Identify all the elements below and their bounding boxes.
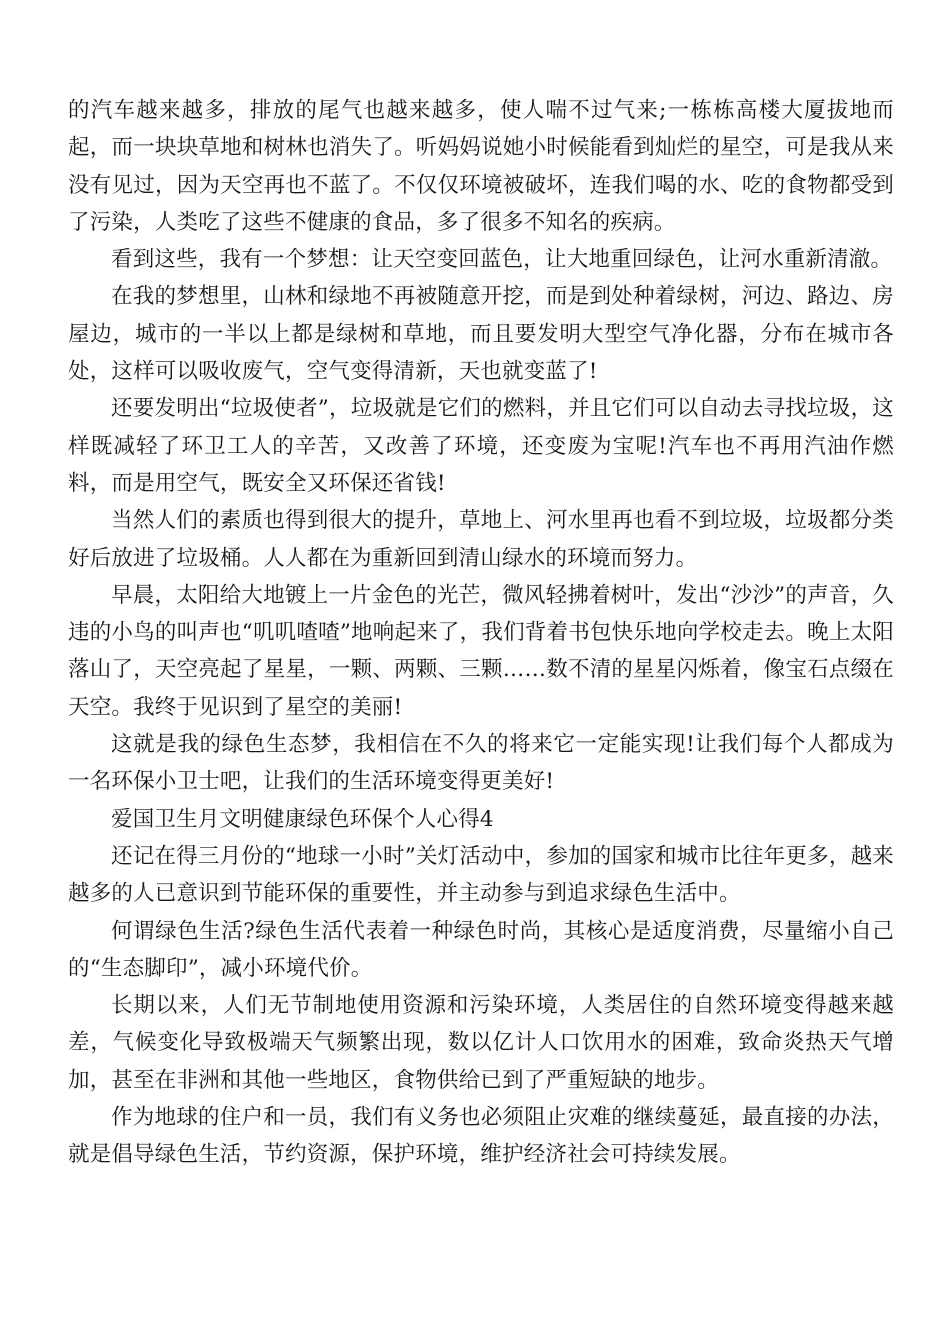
paragraph: 看到这些，我有一个梦想：让天空变回蓝色，让大地重回绿色，让河水重新清澈。 bbox=[111, 247, 893, 273]
paragraph: 作为地球的住户和一员，我们有义务也必须阻止灾难的继续蔓延，最直接的办法，就是倡导绿色生活，节约资源，保护环境，维护经济社会可持续发展。 bbox=[68, 1105, 894, 1168]
paragraph: 还要发明出“垃圾使者”，垃圾就是它们的燃料，并且它们可以自动去寻找垃圾，这样既减轻了环卫工人的辛苦，又改善了环境，还变废为宝呢!汽车也不再用汽油作燃料，而是用空气，既安全又环保还省钱! bbox=[68, 396, 894, 496]
paragraph: 当然人们的素质也得到很大的提升，草地上、河水里再也看不到垃圾，垃圾都分类好后放进了垃圾桶。人人都在为重新回到清山绿水的环境而努力。 bbox=[68, 508, 894, 571]
paragraph: 还记在得三月份的“地球一小时”关灯活动中，参加的国家和城市比往年更多，越来越多的人已意识到节能环保的重要性，并主动参与到追求绿色生活中。 bbox=[68, 843, 894, 907]
paragraph: 早晨，太阳给大地镀上一片金色的光芒，微风轻拂着树叶，发出“沙沙”的声音，久违的小鸟的叫声也“叽叽喳喳”地响起来了，我们背着书包快乐地向学校走去。晚上太阳落山了，天空亮起了星星，一颗、两颗、三颗……数不清的星星闪烁着，像宝石点缀在天空。我终于见识到了星空的美丽! bbox=[68, 582, 894, 720]
paragraph: 何谓绿色生活?绿色生活代表着一种绿色时尚，其核心是适度消费，尽量缩小自己的“生态脚印”，减小环境代价。 bbox=[68, 918, 894, 981]
paragraph-continued: 的汽车越来越多，排放的尾气也越来越多，使人喘不过气来;一栋栋高楼大厦拔地而起，而一块块草地和树林也消失了。听妈妈说她小时候能看到灿烂的星空，可是我从来没有见过，因为天空再也不蓝了。不仅仅环境被破坏，连我们喝的水、吃的食物都受到了污染，人类吃了这些不健康的食品，多了很多不知名的疾病。 bbox=[68, 98, 894, 235]
paragraph: 这就是我的绿色生态梦，我相信在不久的将来它一定能实现!让我们每个人都成为一名环保小卫士吧，让我们的生活环境变得更美好! bbox=[68, 732, 894, 795]
section-heading: 爱国卫生月文明健康绿色环保个人心得4 bbox=[111, 806, 494, 832]
document-body bbox=[68, 92, 894, 1174]
paragraph: 长期以来，人们无节制地使用资源和污染环境，人类居住的自然环境变得越来越差，气候变化导致极端天气频繁出现，数以亿计人口饮用水的困难，致命炎热天气增加，甚至在非洲和其他一些地区，食物供给已到了严重短缺的地步。 bbox=[68, 993, 894, 1093]
paragraph: 在我的梦想里，山林和绿地不再被随意开挖，而是到处种着绿树，河边、路边、房屋边，城市的一半以上都是绿树和草地，而且要发明大型空气净化器，分布在城市各处，这样可以吸收废气，空气变得清新，天也就变蓝了! bbox=[68, 284, 894, 385]
